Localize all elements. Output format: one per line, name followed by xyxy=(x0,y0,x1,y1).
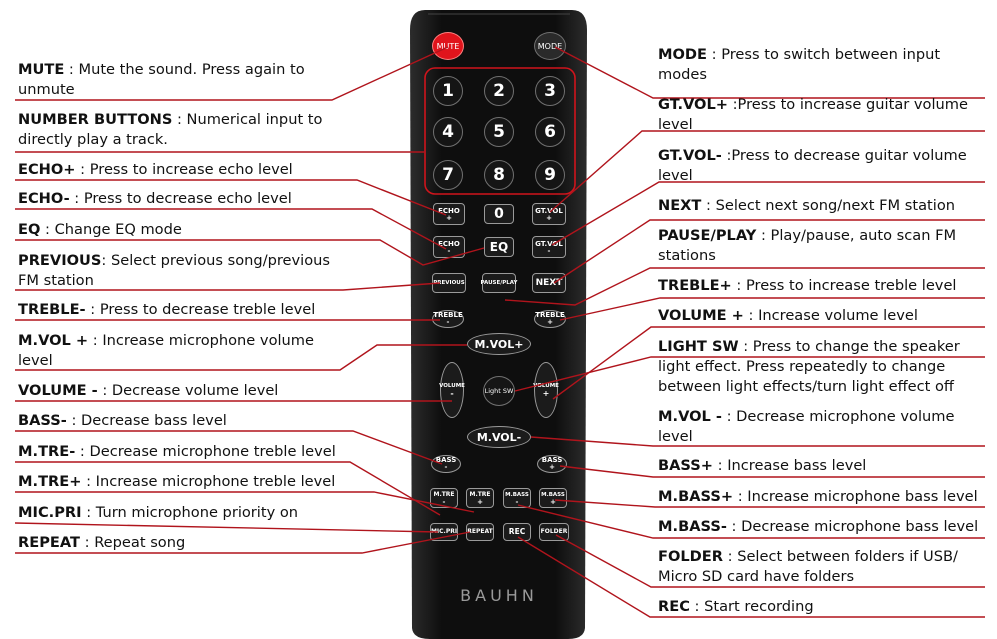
annotation-echo-minus-text: : Press to decrease echo level xyxy=(69,190,292,207)
annotation-mute xyxy=(18,60,336,100)
treble-plus-button[interactable] xyxy=(534,310,566,328)
annotation-volume-minus-name: VOLUME - xyxy=(18,382,98,399)
annotation-rec-name: REC xyxy=(658,598,690,615)
annotation-number-buttons xyxy=(18,110,348,150)
rec-button[interactable]: REC xyxy=(503,523,531,541)
number-9-button[interactable]: 9 xyxy=(535,160,565,190)
gtvol-plus-button[interactable] xyxy=(532,203,566,225)
annotation-mvol-minus-name: M.VOL - xyxy=(658,408,722,425)
annotation-folder-name: FOLDER xyxy=(658,548,723,565)
number-7-button[interactable]: 7 xyxy=(433,160,463,190)
mode-button[interactable]: MODE xyxy=(534,32,566,60)
bass-minus-sign: - xyxy=(444,463,448,471)
annotation-eq-text: : Change EQ mode xyxy=(40,221,182,238)
bass-minus-button[interactable] xyxy=(431,455,461,473)
annotation-micpri-text: : Turn microphone priority on xyxy=(81,504,299,521)
annotation-repeat-name: REPEAT xyxy=(18,534,80,551)
annotation-gtvol-minus xyxy=(658,146,988,186)
annotation-mtre-minus-text: : Decrease microphone treble level xyxy=(75,443,336,460)
annotation-volume-minus xyxy=(18,381,378,401)
annotation-treble-plus-text: : Press to increase treble level xyxy=(731,277,957,294)
annotation-rec xyxy=(658,597,988,617)
treble-plus-sign: + xyxy=(547,318,553,326)
annotation-volume-plus-text: : Increase volume level xyxy=(743,307,918,324)
annotation-gtvol-minus-text: :Press to decrease guitar volume level xyxy=(658,147,967,184)
annotation-mtre-plus-name: M.TRE+ xyxy=(18,473,82,490)
annotation-bass-minus xyxy=(18,411,378,431)
annotation-echo-plus-name: ECHO+ xyxy=(18,161,76,178)
mtre-minus-sign: - xyxy=(442,498,446,506)
annotation-previous-text: : Select previous song/previous FM station xyxy=(18,252,331,289)
annotation-mtre-plus-text: : Increase microphone treble level xyxy=(81,473,336,490)
annotation-echo-plus-text: : Press to increase echo level xyxy=(75,161,293,178)
micpri-button[interactable]: MIC.PRI xyxy=(430,523,458,541)
annotation-mute-text: : Mute the sound. Press again to unmute xyxy=(18,61,305,98)
gtvol-minus-sign: - xyxy=(547,247,551,255)
annotation-volume-plus-name: VOLUME + xyxy=(658,307,744,324)
annotation-treble-minus xyxy=(18,300,378,320)
mtre-plus-button[interactable] xyxy=(466,488,494,508)
annotation-eq xyxy=(18,220,378,240)
number-3-button[interactable]: 3 xyxy=(535,76,565,106)
annotation-mtre-minus xyxy=(18,442,378,462)
annotation-treble-minus-text: : Press to decrease treble level xyxy=(85,301,316,318)
volume-minus-button[interactable] xyxy=(440,362,464,418)
annotation-bass-minus-text: : Decrease bass level xyxy=(66,412,227,429)
repeat-button[interactable]: REPEAT xyxy=(466,523,494,541)
mtre-minus-label: M.TRE xyxy=(433,491,455,498)
annotation-mbass-minus-text: : Decrease microphone bass level xyxy=(726,518,979,535)
annotation-mvol-plus-name: M.VOL + xyxy=(18,332,89,349)
annotation-folder-text: : Select between folders if USB/ Micro SD card have folders xyxy=(658,548,958,585)
number-2-button[interactable]: 2 xyxy=(484,76,514,106)
annotation-mvol-minus-text: : Decrease microphone volume level xyxy=(658,408,955,445)
annotation-mbass-plus-name: M.BASS+ xyxy=(658,488,734,505)
annotation-bass-plus-text: : Increase bass level xyxy=(713,457,867,474)
annotation-mbass-plus-text: : Increase microphone bass level xyxy=(733,488,978,505)
mtre-plus-label: M.TRE xyxy=(469,491,491,498)
bass-plus-button[interactable] xyxy=(537,455,567,473)
annotation-gtvol-minus-name: GT.VOL- xyxy=(658,147,722,164)
treble-minus-sign: - xyxy=(446,318,450,326)
mbass-minus-label: M.BASS xyxy=(505,492,529,498)
volume-minus-sign: - xyxy=(450,388,454,398)
annotation-echo-minus-name: ECHO- xyxy=(18,190,70,207)
annotation-eq-name: EQ xyxy=(18,221,41,238)
annotation-mvol-plus-text: : Increase microphone volume level xyxy=(18,332,314,369)
gtvol-minus-label: GT.VOL xyxy=(535,240,563,248)
echo-plus-button[interactable] xyxy=(433,203,465,225)
number-4-button[interactable]: 4 xyxy=(433,117,463,147)
annotation-mbass-minus xyxy=(658,517,996,537)
annotation-volume-plus xyxy=(658,306,994,326)
annotation-mbass-minus-name: M.BASS- xyxy=(658,518,727,535)
annotation-echo-plus xyxy=(18,160,378,180)
mvol-plus-button[interactable]: M.VOL+ xyxy=(467,333,531,355)
bass-plus-label: BASS xyxy=(541,456,563,464)
mbass-plus-button[interactable] xyxy=(539,488,567,508)
annotation-gtvol-plus-name: GT.VOL+ xyxy=(658,96,728,113)
annotation-treble-plus xyxy=(658,276,994,296)
annotation-bass-minus-name: BASS- xyxy=(18,412,67,429)
number-8-button[interactable]: 8 xyxy=(484,160,514,190)
annotation-mode-text: : Press to switch between input modes xyxy=(658,46,941,83)
annotation-number-buttons-text: : Numerical input to directly play a track. xyxy=(18,111,323,148)
annotation-lightsw-name: LIGHT SW xyxy=(658,338,739,355)
folder-button[interactable]: FOLDER xyxy=(539,523,569,541)
volume-plus-sign: + xyxy=(542,388,550,398)
mute-button[interactable]: MUTE xyxy=(432,32,464,60)
treble-minus-button[interactable] xyxy=(432,310,464,328)
annotation-next-text: : Select next song/next FM station xyxy=(701,197,955,214)
number-1-button[interactable]: 1 xyxy=(433,76,463,106)
next-button[interactable]: NEXT xyxy=(532,273,566,293)
annotation-micpri-name: MIC.PRI xyxy=(18,504,82,521)
annotation-mvol-minus xyxy=(658,407,978,447)
annotation-volume-minus-text: : Decrease volume level xyxy=(97,382,279,399)
annotation-bass-plus xyxy=(658,456,994,476)
annotation-echo-minus xyxy=(18,189,378,209)
mtre-plus-sign: + xyxy=(477,498,483,506)
annotation-rec-text: : Start recording xyxy=(689,598,814,615)
volume-plus-button[interactable] xyxy=(534,362,558,418)
annotation-bass-plus-name: BASS+ xyxy=(658,457,714,474)
annotation-previous xyxy=(18,251,348,291)
annotation-mode xyxy=(658,45,988,85)
annotation-lightsw xyxy=(658,337,988,397)
pauseplay-button[interactable]: PAUSE/PLAY xyxy=(482,273,516,293)
annotation-micpri xyxy=(18,503,378,523)
annotation-gtvol-plus xyxy=(658,95,988,135)
treble-minus-label: TREBLE xyxy=(433,311,463,319)
annotation-pauseplay-name: PAUSE/PLAY xyxy=(658,227,757,244)
previous-button[interactable]: PREVIOUS xyxy=(432,273,466,293)
lightsw-button[interactable]: Light SW xyxy=(483,376,515,406)
annotation-pauseplay xyxy=(658,226,978,266)
annotation-mtre-minus-name: M.TRE- xyxy=(18,443,76,460)
mbass-minus-sign: - xyxy=(515,498,519,506)
bass-plus-sign: + xyxy=(549,463,555,471)
echo-minus-button[interactable] xyxy=(433,236,465,258)
number-6-button[interactable]: 6 xyxy=(535,117,565,147)
treble-plus-label: TREBLE xyxy=(535,311,565,319)
volume-plus-label: VOLUME xyxy=(533,382,559,389)
annotation-lightsw-text: : Press to change the speaker light effect. Press repeatedly to change between light effects/turn light effect off xyxy=(658,338,960,395)
annotation-pauseplay-text: : Play/pause, auto scan FM stations xyxy=(658,227,957,264)
mbass-plus-sign: + xyxy=(550,498,556,506)
annotation-folder xyxy=(658,547,978,587)
echo-plus-label: ECHO xyxy=(438,207,460,215)
volume-minus-label: VOLUME xyxy=(439,382,465,389)
mvol-minus-button[interactable]: M.VOL- xyxy=(467,426,531,448)
mbass-plus-label: M.BASS xyxy=(541,492,565,498)
annotation-next-name: NEXT xyxy=(658,197,702,214)
annotation-mute-name: MUTE xyxy=(18,61,65,78)
annotation-mode-name: MODE xyxy=(658,46,708,63)
number-0-button[interactable]: 0 xyxy=(484,204,514,224)
annotation-next xyxy=(658,196,994,216)
echo-minus-label: ECHO xyxy=(438,240,460,248)
gtvol-plus-sign: + xyxy=(546,214,552,222)
mbass-minus-button[interactable] xyxy=(503,488,531,508)
annotation-gtvol-plus-text: :Press to increase guitar volume level xyxy=(658,96,968,133)
mtre-minus-button[interactable] xyxy=(430,488,458,508)
brand-logo: BAUHN xyxy=(460,586,538,605)
annotation-mvol-plus xyxy=(18,331,336,371)
echo-minus-sign: - xyxy=(447,247,451,255)
annotation-mbass-plus xyxy=(658,487,996,507)
annotation-mtre-plus xyxy=(18,472,378,492)
number-5-button[interactable]: 5 xyxy=(484,117,514,147)
gtvol-plus-label: GT.VOL xyxy=(535,207,563,215)
annotation-number-buttons-name: NUMBER BUTTONS xyxy=(18,111,173,128)
annotation-treble-plus-name: TREBLE+ xyxy=(658,277,732,294)
annotation-treble-minus-name: TREBLE- xyxy=(18,301,86,318)
annotation-previous-name: PREVIOUS xyxy=(18,252,102,269)
eq-button[interactable]: EQ xyxy=(484,237,514,257)
annotation-repeat-text: : Repeat song xyxy=(80,534,186,551)
annotation-repeat xyxy=(18,533,378,553)
gtvol-minus-button[interactable] xyxy=(532,236,566,258)
echo-plus-sign: + xyxy=(446,214,452,222)
bass-minus-label: BASS xyxy=(435,456,457,464)
